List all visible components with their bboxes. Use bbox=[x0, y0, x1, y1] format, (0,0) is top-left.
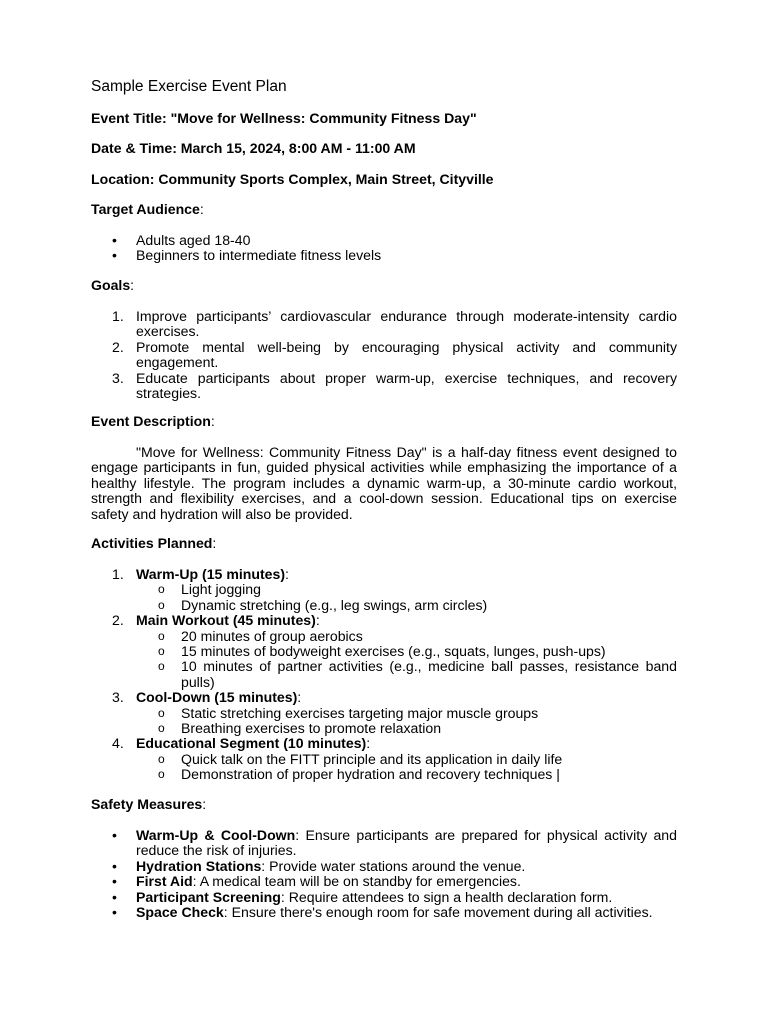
activities-colon: : bbox=[212, 535, 217, 551]
sub-list-item bbox=[91, 582, 677, 597]
target-audience-list bbox=[91, 233, 677, 264]
event-description-heading-text: Event Description bbox=[91, 413, 211, 429]
activity-title: Warm-Up (15 minutes) bbox=[136, 566, 286, 582]
safety-item-text: : Provide water stations around the venue. bbox=[261, 857, 526, 874]
event-description-heading bbox=[91, 414, 215, 429]
sub-item-text: Quick talk on the FITT principle and its application in daily life bbox=[181, 750, 563, 767]
bullet-icon: • bbox=[112, 247, 117, 264]
location-label: Location bbox=[91, 171, 150, 187]
list-item-text: Educate participants about proper warm-up, exercise techniques, and recovery strategies. bbox=[136, 369, 677, 402]
sub-list-item bbox=[91, 644, 677, 659]
event-title-label: Event Title: bbox=[91, 110, 171, 126]
safety-item-label: First Aid bbox=[136, 873, 193, 890]
sub-item-text: Demonstration of proper hydration and recovery techniques | bbox=[181, 766, 560, 783]
bullet-icon: • bbox=[112, 827, 117, 843]
list-item bbox=[91, 248, 677, 263]
list-item-text: Beginners to intermediate fitness levels bbox=[136, 247, 382, 264]
list-number: 3. bbox=[112, 689, 124, 706]
list-number: 2. bbox=[112, 612, 124, 629]
bullet-icon: • bbox=[112, 857, 117, 874]
date-time-line bbox=[91, 141, 416, 156]
sub-list-item bbox=[91, 721, 677, 736]
sub-item-text: Light jogging bbox=[181, 581, 261, 598]
circle-bullet-icon: o bbox=[158, 705, 165, 720]
list-item bbox=[91, 371, 677, 402]
sub-list-item bbox=[91, 659, 677, 690]
list-item bbox=[91, 905, 677, 920]
circle-bullet-icon: o bbox=[158, 767, 165, 782]
safety-item-text: : Require attendees to sign a health declaration form. bbox=[280, 888, 613, 905]
event-description-colon: : bbox=[210, 413, 215, 429]
sub-item-text: 20 minutes of group aerobics bbox=[181, 627, 363, 644]
list-item-text: Improve participants’ cardiovascular endurance through moderate-intensity cardio exercises. bbox=[136, 308, 677, 340]
activity-colon: : bbox=[285, 566, 289, 582]
bullet-icon: • bbox=[112, 873, 117, 890]
goals-heading-text: Goals bbox=[91, 277, 131, 293]
event-title-line bbox=[91, 111, 477, 126]
list-item bbox=[91, 233, 677, 248]
safety-item-label: Warm-Up & Cool-Down bbox=[136, 827, 296, 843]
safety-item-label: Hydration Stations bbox=[136, 857, 262, 874]
sub-item-text: Static stretching exercises targeting major muscle groups bbox=[181, 704, 539, 721]
list-item bbox=[91, 340, 677, 371]
safety-item-text: : Ensure there's enough room for safe movement during all activities. bbox=[223, 904, 653, 921]
sub-list-item bbox=[91, 629, 677, 644]
safety-item-label: Participant Screening bbox=[136, 888, 281, 905]
safety-list bbox=[91, 828, 677, 920]
target-audience-heading-text: Target Audience bbox=[91, 201, 200, 217]
bullet-icon: • bbox=[112, 232, 117, 248]
date-time-label: Date & Time bbox=[91, 140, 173, 156]
sub-list-item bbox=[91, 767, 677, 782]
list-item bbox=[91, 874, 677, 889]
list-item-text: Adults aged 18-40 bbox=[136, 232, 251, 248]
safety-heading bbox=[91, 797, 206, 812]
sub-list-item bbox=[91, 598, 677, 613]
target-audience-heading bbox=[91, 202, 204, 217]
sub-item-text: Breathing exercises to promote relaxation bbox=[181, 720, 442, 737]
activity-title: Cool-Down (15 minutes) bbox=[136, 689, 298, 706]
event-description-text: "Move for Wellness: Community Fitness Day" is a half-day fitness event designed to engage participants in fun, guided physical activities while emphasizing the importance of a healthy lifestyle. The program includes a dynamic warm-up, a 30-minute cardio workout, strength and flexibility exercises, and a cool-down session. Educational tips on exercise safety and hydration will also be provided. bbox=[91, 444, 677, 522]
sub-list-item bbox=[91, 706, 677, 721]
activities-heading-text: Activities Planned bbox=[91, 535, 213, 551]
list-number: 3. bbox=[112, 369, 124, 386]
activity-colon: : bbox=[297, 689, 302, 706]
circle-bullet-icon: o bbox=[158, 628, 165, 643]
location-line bbox=[91, 172, 494, 187]
activity-item bbox=[91, 736, 677, 751]
sub-item-text: 10 minutes of partner activities (e.g., medicine ball passes, resistance band pulls) bbox=[181, 658, 677, 690]
activity-item bbox=[91, 690, 677, 705]
activity-item bbox=[91, 613, 677, 628]
goals-colon: : bbox=[130, 277, 135, 293]
location-value: : Community Sports Complex, Main Street, Cityville bbox=[149, 171, 494, 187]
list-number: 1. bbox=[112, 308, 124, 324]
safety-item-text: : Ensure participants are prepared for physical activity and reduce the risk of injuries. bbox=[136, 827, 677, 859]
goals-list bbox=[91, 309, 677, 401]
circle-bullet-icon: o bbox=[158, 659, 165, 674]
sub-item-text: 15 minutes of bodyweight exercises (e.g., squats, lunges, push-ups) bbox=[181, 643, 606, 660]
sub-item-text: Dynamic stretching (e.g., leg swings, arm circles) bbox=[181, 596, 488, 613]
date-time-value: : March 15, 2024, 8:00 AM - 11:00 AM bbox=[172, 140, 416, 156]
safety-heading-text: Safety Measures bbox=[91, 796, 203, 812]
safety-item-text: : A medical team will be on standby for emergencies. bbox=[192, 873, 521, 890]
activity-colon: : bbox=[366, 735, 371, 752]
bullet-icon: • bbox=[112, 904, 117, 921]
activity-title: Main Workout (45 minutes) bbox=[136, 612, 316, 629]
activity-item bbox=[91, 567, 677, 582]
circle-bullet-icon: o bbox=[158, 597, 165, 612]
list-item-text: Promote mental well-being by encouraging physical activity and community engagement. bbox=[136, 338, 677, 371]
goals-heading bbox=[91, 278, 134, 293]
bullet-icon: • bbox=[112, 888, 117, 905]
event-title-value: "Move for Wellness: Community Fitness Day" bbox=[170, 110, 477, 126]
activities-heading bbox=[91, 536, 216, 551]
sub-list-item bbox=[91, 752, 677, 767]
circle-bullet-icon: o bbox=[158, 751, 165, 766]
circle-bullet-icon: o bbox=[158, 582, 165, 597]
target-audience-colon: : bbox=[199, 201, 204, 217]
list-item bbox=[91, 859, 677, 874]
document-title: Sample Exercise Event Plan bbox=[91, 78, 287, 95]
circle-bullet-icon: o bbox=[158, 644, 165, 659]
list-item bbox=[91, 828, 677, 859]
safety-colon: : bbox=[202, 796, 207, 812]
activity-title: Educational Segment (10 minutes) bbox=[136, 735, 367, 752]
list-item bbox=[91, 309, 677, 340]
safety-item-label: Space Check bbox=[136, 904, 224, 921]
activity-colon: : bbox=[315, 612, 320, 629]
circle-bullet-icon: o bbox=[158, 721, 165, 736]
list-item bbox=[91, 890, 677, 905]
activities-list bbox=[91, 567, 677, 783]
list-number: 1. bbox=[112, 566, 124, 582]
list-number: 4. bbox=[112, 735, 124, 752]
list-number: 2. bbox=[112, 338, 124, 355]
